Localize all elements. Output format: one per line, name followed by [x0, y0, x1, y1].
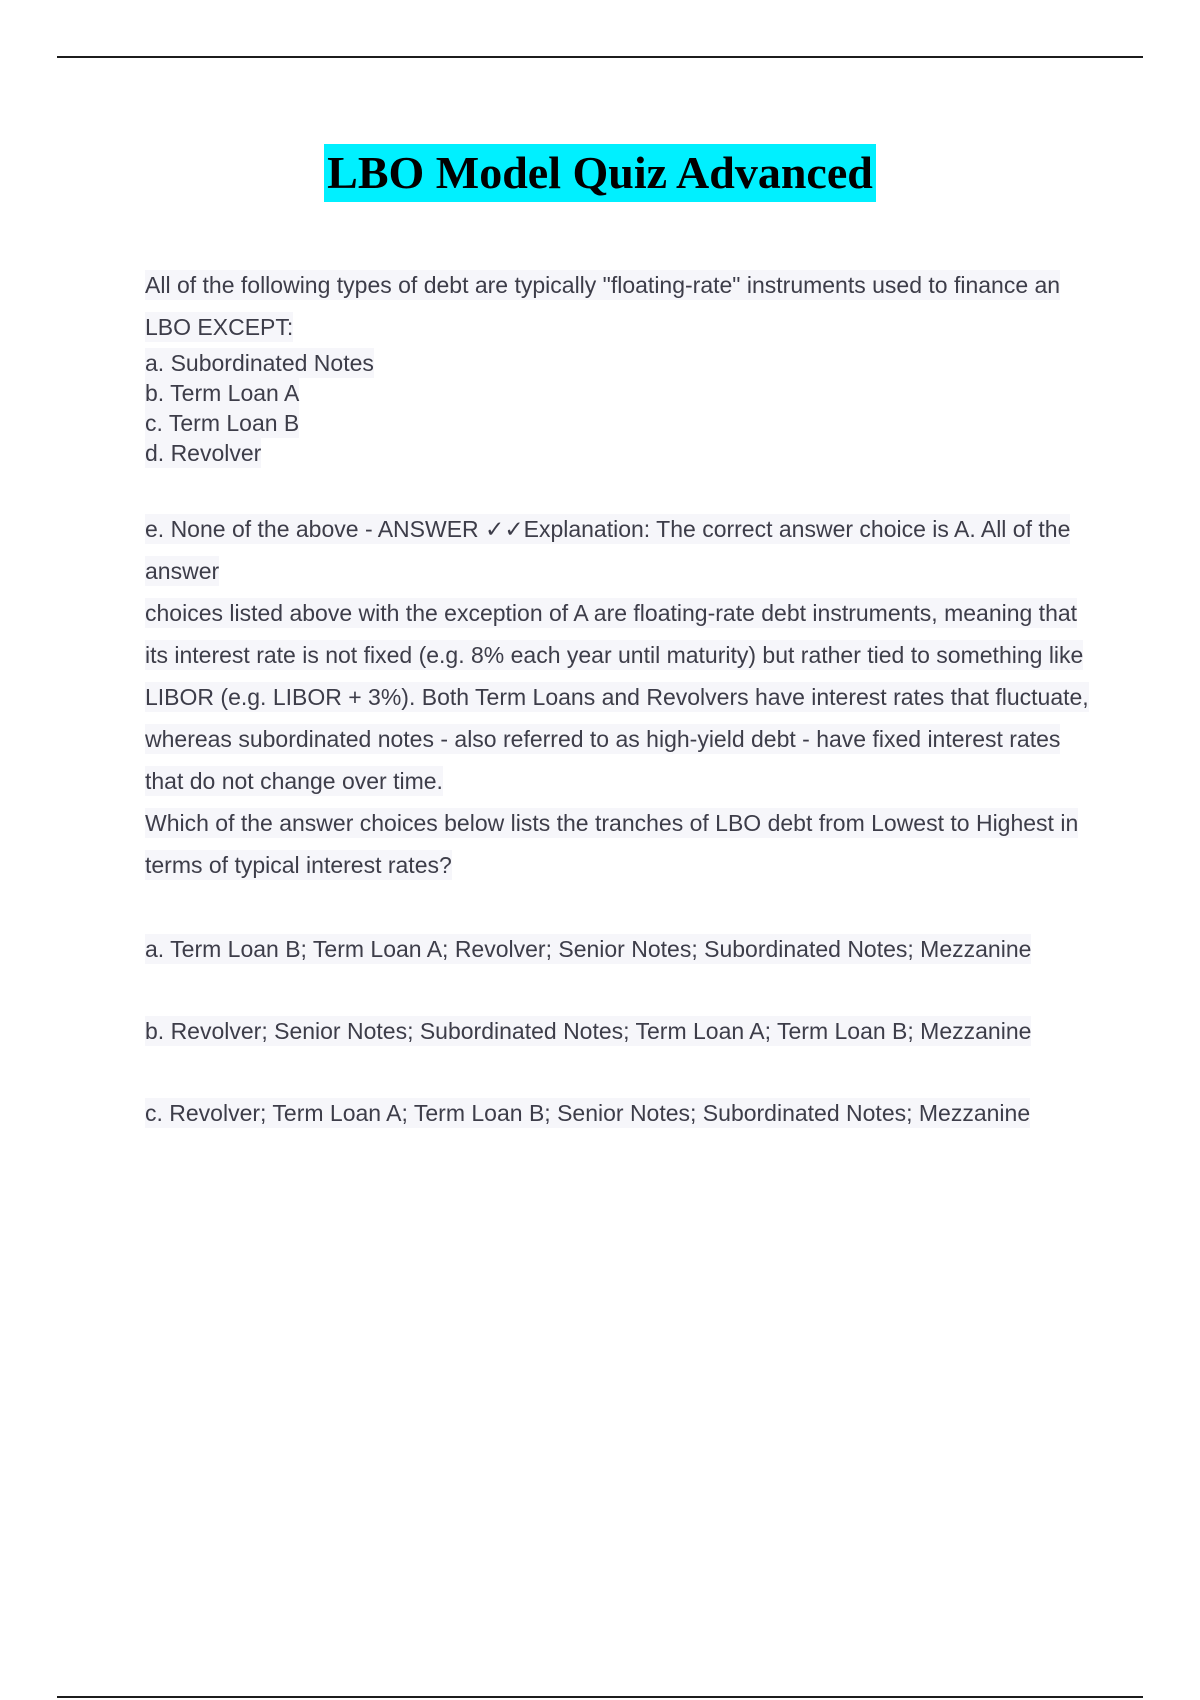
question-1-prompt	[145, 264, 1105, 348]
question-1-answer-text: e. None of the above - ANSWER ✓✓Explanation: The correct answer choice is A. All of the answer	[145, 516, 1071, 584]
question-1-explanation	[145, 592, 1105, 802]
question-1-option-a-text: a. Subordinated Notes	[145, 350, 374, 376]
document-body	[145, 264, 1105, 1128]
bottom-rule	[57, 1696, 1143, 1698]
question-2-option-c	[145, 1098, 1105, 1128]
question-2-option-c-text: c. Revolver; Term Loan A; Term Loan B; Senior Notes; Subordinated Notes; Mezzanine	[145, 1100, 1031, 1126]
question-1-option-c-text: c. Term Loan B	[145, 410, 300, 436]
question-2-option-b-text: b. Revolver; Senior Notes; Subordinated Notes; Term Loan A; Term Loan B; Mezzanine	[145, 1018, 1032, 1044]
document-title: LBO Model Quiz Advanced	[324, 144, 876, 202]
question-2-option-a	[145, 934, 1105, 964]
question-1-option-b-text: b. Term Loan A	[145, 380, 300, 406]
title-container	[0, 144, 1200, 202]
question-1-option-d-text: d. Revolver	[145, 440, 262, 466]
question-2-option-a-text: a. Term Loan B; Term Loan A; Revolver; Senior Notes; Subordinated Notes; Mezzanine	[145, 936, 1032, 962]
question-1-option-a	[145, 348, 1105, 378]
question-2-option-b	[145, 1016, 1105, 1046]
question-1-explanation-text: choices listed above with the exception of A are floating-rate debt instruments, meaning that its interest rate is not fixed (e.g. 8% each year until maturity) but rather tied to something like LIBOR (e.g. LIBOR + 3%). Both Term Loans and Revolvers have interest rates that fluctuate, whereas subordinated notes - also referred to as high-yield debt - have fixed interest rates that do not change over time.	[145, 600, 1089, 794]
question-1-option-b	[145, 378, 1105, 408]
question-2-prompt	[145, 802, 1105, 886]
question-1-answer-line	[145, 508, 1105, 592]
top-rule	[57, 56, 1143, 58]
question-1-option-d	[145, 438, 1105, 468]
question-1-option-c	[145, 408, 1105, 438]
question-2-prompt-text: Which of the answer choices below lists the tranches of LBO debt from Lowest to Highest in terms of typical interest rates?	[145, 810, 1079, 878]
question-1-prompt-text: All of the following types of debt are typically "floating-rate" instruments used to finance an LBO EXCEPT:	[145, 272, 1061, 340]
